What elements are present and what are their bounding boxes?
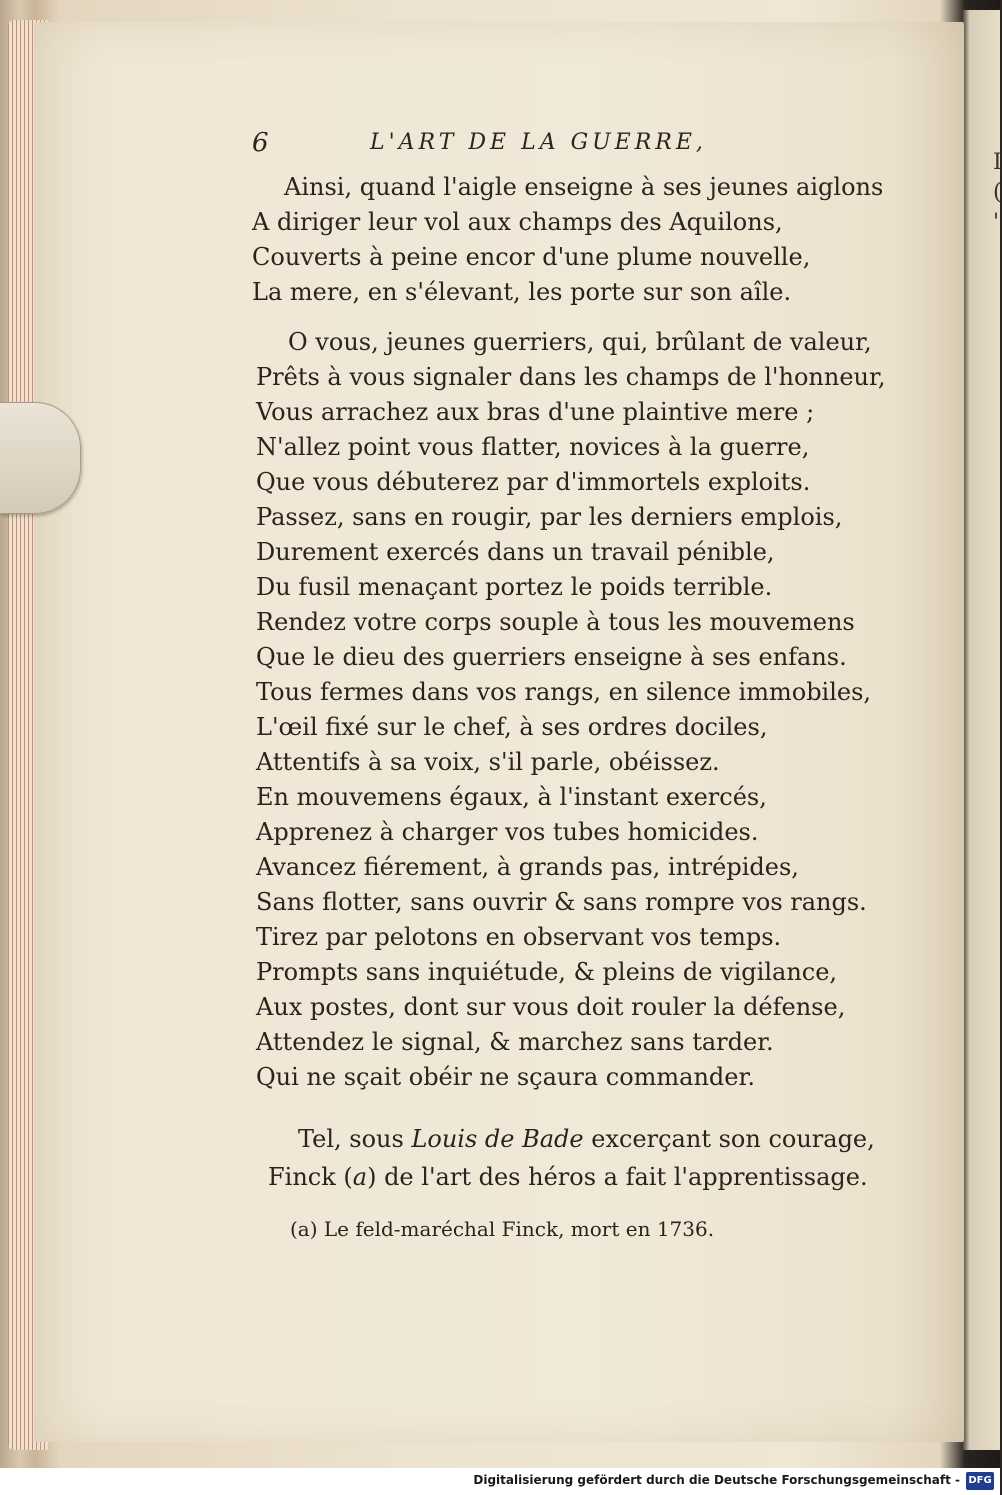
verse-line: Que le dieu des guerriers enseigne à ses enfans. bbox=[256, 643, 847, 671]
verse-line: Tous fermes dans vos rangs, en silence immobiles, bbox=[256, 678, 872, 706]
page-tab-marker bbox=[0, 402, 81, 514]
next-page-letter: I bbox=[993, 150, 1002, 175]
verse-line: Apprenez à charger vos tubes homicides. bbox=[256, 818, 759, 846]
next-page-letter: ( bbox=[993, 180, 1002, 205]
verse-line: Couverts à peine encor d'une plume nouvelle, bbox=[252, 243, 811, 271]
footnote bbox=[290, 1217, 714, 1241]
verse-line: Ainsi, quand l'aigle enseigne à ses jeunes aiglons bbox=[284, 173, 884, 201]
running-title: L'ART DE LA GUERRE, bbox=[370, 130, 707, 155]
verse-line: La mere, en s'élevant, les porte sur son aîle. bbox=[252, 278, 792, 306]
footer-credit: Digitalisierung gefördert durch die Deutsche Forschungsgemeinschaft - bbox=[473, 1473, 960, 1487]
stanza-2 bbox=[256, 325, 886, 1095]
page-header bbox=[252, 128, 952, 162]
verse-line: Prompts sans inquiétude, & pleins de vigilance, bbox=[256, 958, 838, 986]
verse-text: Tel, sous bbox=[298, 1125, 412, 1153]
dfg-logo-icon: DFG bbox=[966, 1472, 994, 1490]
verse-line: Attentifs à sa voix, s'il parle, obéissez. bbox=[256, 748, 720, 776]
verse-line: O vous, jeunes guerriers, qui, brûlant de valeur, bbox=[288, 328, 872, 356]
verse-line: Qui ne sçait obéir ne sçaura commander. bbox=[256, 1063, 755, 1091]
verse-line bbox=[268, 1120, 888, 1158]
verse-line: Vous arrachez aux bras d'une plaintive mere ; bbox=[256, 398, 815, 426]
verse-line: Sans flotter, sans ouvrir & sans rompre vos rangs. bbox=[256, 888, 867, 916]
verse-line: A diriger leur vol aux champs des Aquilons, bbox=[252, 208, 783, 236]
footnote-marker: (a) bbox=[290, 1217, 318, 1241]
verse-text: ) de l'art des héros a fait l'apprentissage. bbox=[367, 1163, 868, 1191]
stanza-1 bbox=[252, 170, 884, 310]
verse-text: Finck ( bbox=[268, 1163, 353, 1191]
digitization-footer bbox=[0, 1468, 1000, 1495]
verse-line: Du fusil menaçant portez le poids terrible. bbox=[256, 573, 773, 601]
verse-line: Prêts à vous signaler dans les champs de l'honneur, bbox=[256, 363, 886, 391]
verse-line: L'œil fixé sur le chef, à ses ordres dociles, bbox=[256, 713, 768, 741]
verse-text: excerçant son courage, bbox=[583, 1125, 875, 1153]
page-number: 6 bbox=[252, 128, 269, 158]
verse-line: Que vous débuterez par d'immortels exploits. bbox=[256, 468, 811, 496]
verse-line: Passez, sans en rougir, par les derniers emplois, bbox=[256, 503, 843, 531]
next-page-letter: ' bbox=[993, 210, 1000, 235]
verse-italic: Louis de Bade bbox=[411, 1125, 584, 1153]
verse-line: Tirez par pelotons en observant vos temps. bbox=[256, 923, 782, 951]
verse-line: Aux postes, dont sur vous doit rouler la défense, bbox=[256, 993, 846, 1021]
verse-italic: a bbox=[352, 1163, 368, 1191]
verse-line: Durement exercés dans un travail pénible, bbox=[256, 538, 775, 566]
verse-line: N'allez point vous flatter, novices à la guerre, bbox=[256, 433, 810, 461]
verse-line: Attendez le signal, & marchez sans tarder. bbox=[256, 1028, 774, 1056]
footnote-text: Le feld-maréchal Finck, mort en 1736. bbox=[323, 1217, 715, 1241]
stanza-3 bbox=[268, 1120, 888, 1196]
verse-line: Avancez fiérement, à grands pas, intrépides, bbox=[256, 853, 799, 881]
verse-line: Rendez votre corps souple à tous les mouvemens bbox=[256, 608, 855, 636]
verse-line: En mouvemens égaux, à l'instant exercés, bbox=[256, 783, 767, 811]
verse-line bbox=[268, 1158, 888, 1196]
